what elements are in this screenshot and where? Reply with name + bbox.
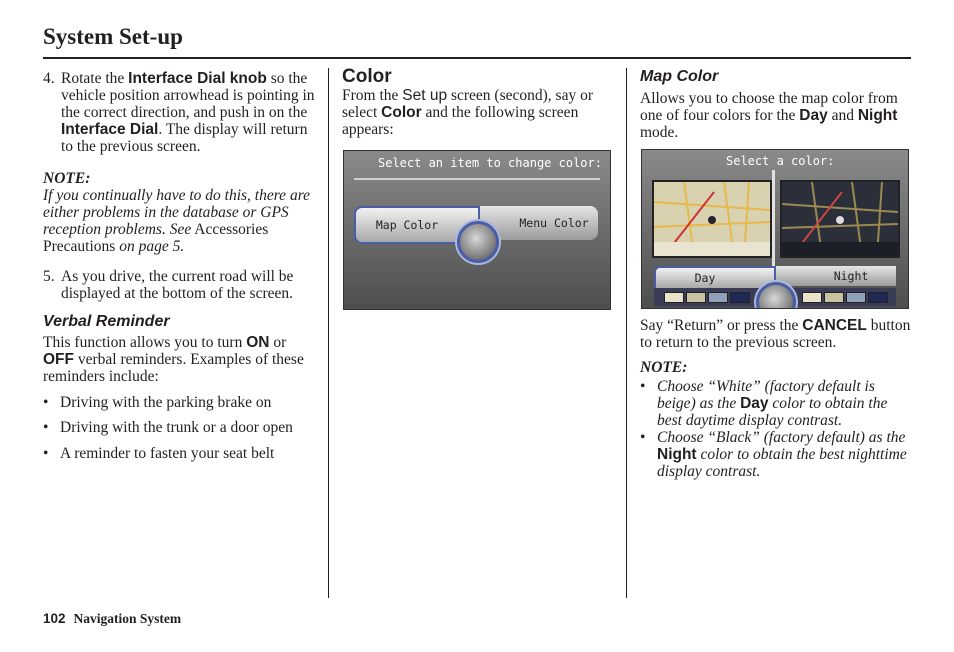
page-footer [43,611,181,627]
right-column-lower [640,317,912,480]
color-heading: Color [342,66,392,87]
page-number: 102 [43,611,66,626]
left-column [43,70,319,462]
note-text: If you continually have to do this, there are either problems in the database or GPS reception problems. See Accessories Precautions on page 5. [43,187,311,255]
list-item: • Choose “White” (factory default is beige) as the Day color to obtain the best daytime display contrast. [640,378,888,429]
day-swatch-2[interactable] [686,292,706,303]
note-label: NOTE: [640,359,688,376]
column-divider-2 [626,68,627,598]
night-swatch-2[interactable] [824,292,844,303]
interface-dial-term: Interface Dial [61,121,159,138]
night-swatch-4[interactable] [868,292,888,303]
page-title: System Set-up [43,24,183,49]
map-color-button[interactable]: Map Color [354,206,480,244]
day-swatch-3[interactable] [708,292,728,303]
screen-divider [354,178,600,180]
screen-title: Select a color: [726,154,835,168]
title-rule [43,57,911,59]
list-item: • Driving with the trunk or a door open [43,419,293,436]
right-column [640,68,912,141]
day-map-preview [652,180,772,258]
color-intro: From the Set up screen (second), say or select Color and the following screen appears: [342,87,593,138]
note-label: NOTE: [43,170,91,187]
day-swatch-1[interactable] [664,292,684,303]
menu-color-button[interactable]: Menu Color [480,206,598,240]
night-swatch-3[interactable] [846,292,866,303]
screen-title: Select an item to change color: [378,156,602,170]
interface-dial-knob-icon [457,221,499,263]
night-map-preview [780,180,900,258]
interface-dial-knob-icon [756,282,796,309]
verbal-reminder-text: This function allows you to turn ON or OFF verbal reminders. Examples of these reminders include: [43,334,304,385]
day-button[interactable]: Day [654,266,776,290]
step-5: 5. As you drive, the current road will be displayed at the bottom of the screen. [43,268,294,302]
verbal-reminder-heading: Verbal Reminder [43,313,170,330]
night-button[interactable]: Night [776,266,896,286]
interface-dial-knob-term: Interface Dial knob [128,70,267,87]
return-instructions: Say “Return” or press the CANCEL button to return to the previous screen. [640,317,911,351]
map-color-intro: Allows you to choose the map color from one of four colors for the Day and Night mode. [640,90,898,141]
list-item: • Choose “Black” (factory default) as the Night color to obtain the best nighttime display contrast. [640,429,907,480]
step-4: 4. Rotate the Interface Dial knob so the vehicle position arrowhead is pointing in the correct direction, and push in on the Interface Dial. The display will return to the previous screen. [43,70,315,155]
color-select-screen [343,150,611,310]
list-item: • Driving with the parking brake on [43,394,272,411]
day-swatch-4[interactable] [730,292,750,303]
map-color-screen [641,149,909,309]
night-swatch-1[interactable] [802,292,822,303]
middle-column [342,68,618,138]
column-divider-1 [328,68,329,598]
cancel-term: CANCEL [802,317,867,334]
map-color-heading: Map Color [640,68,719,85]
list-item: • A reminder to fasten your seat belt [43,445,275,462]
footer-label: Navigation System [73,611,182,626]
screen-divider [772,170,775,280]
